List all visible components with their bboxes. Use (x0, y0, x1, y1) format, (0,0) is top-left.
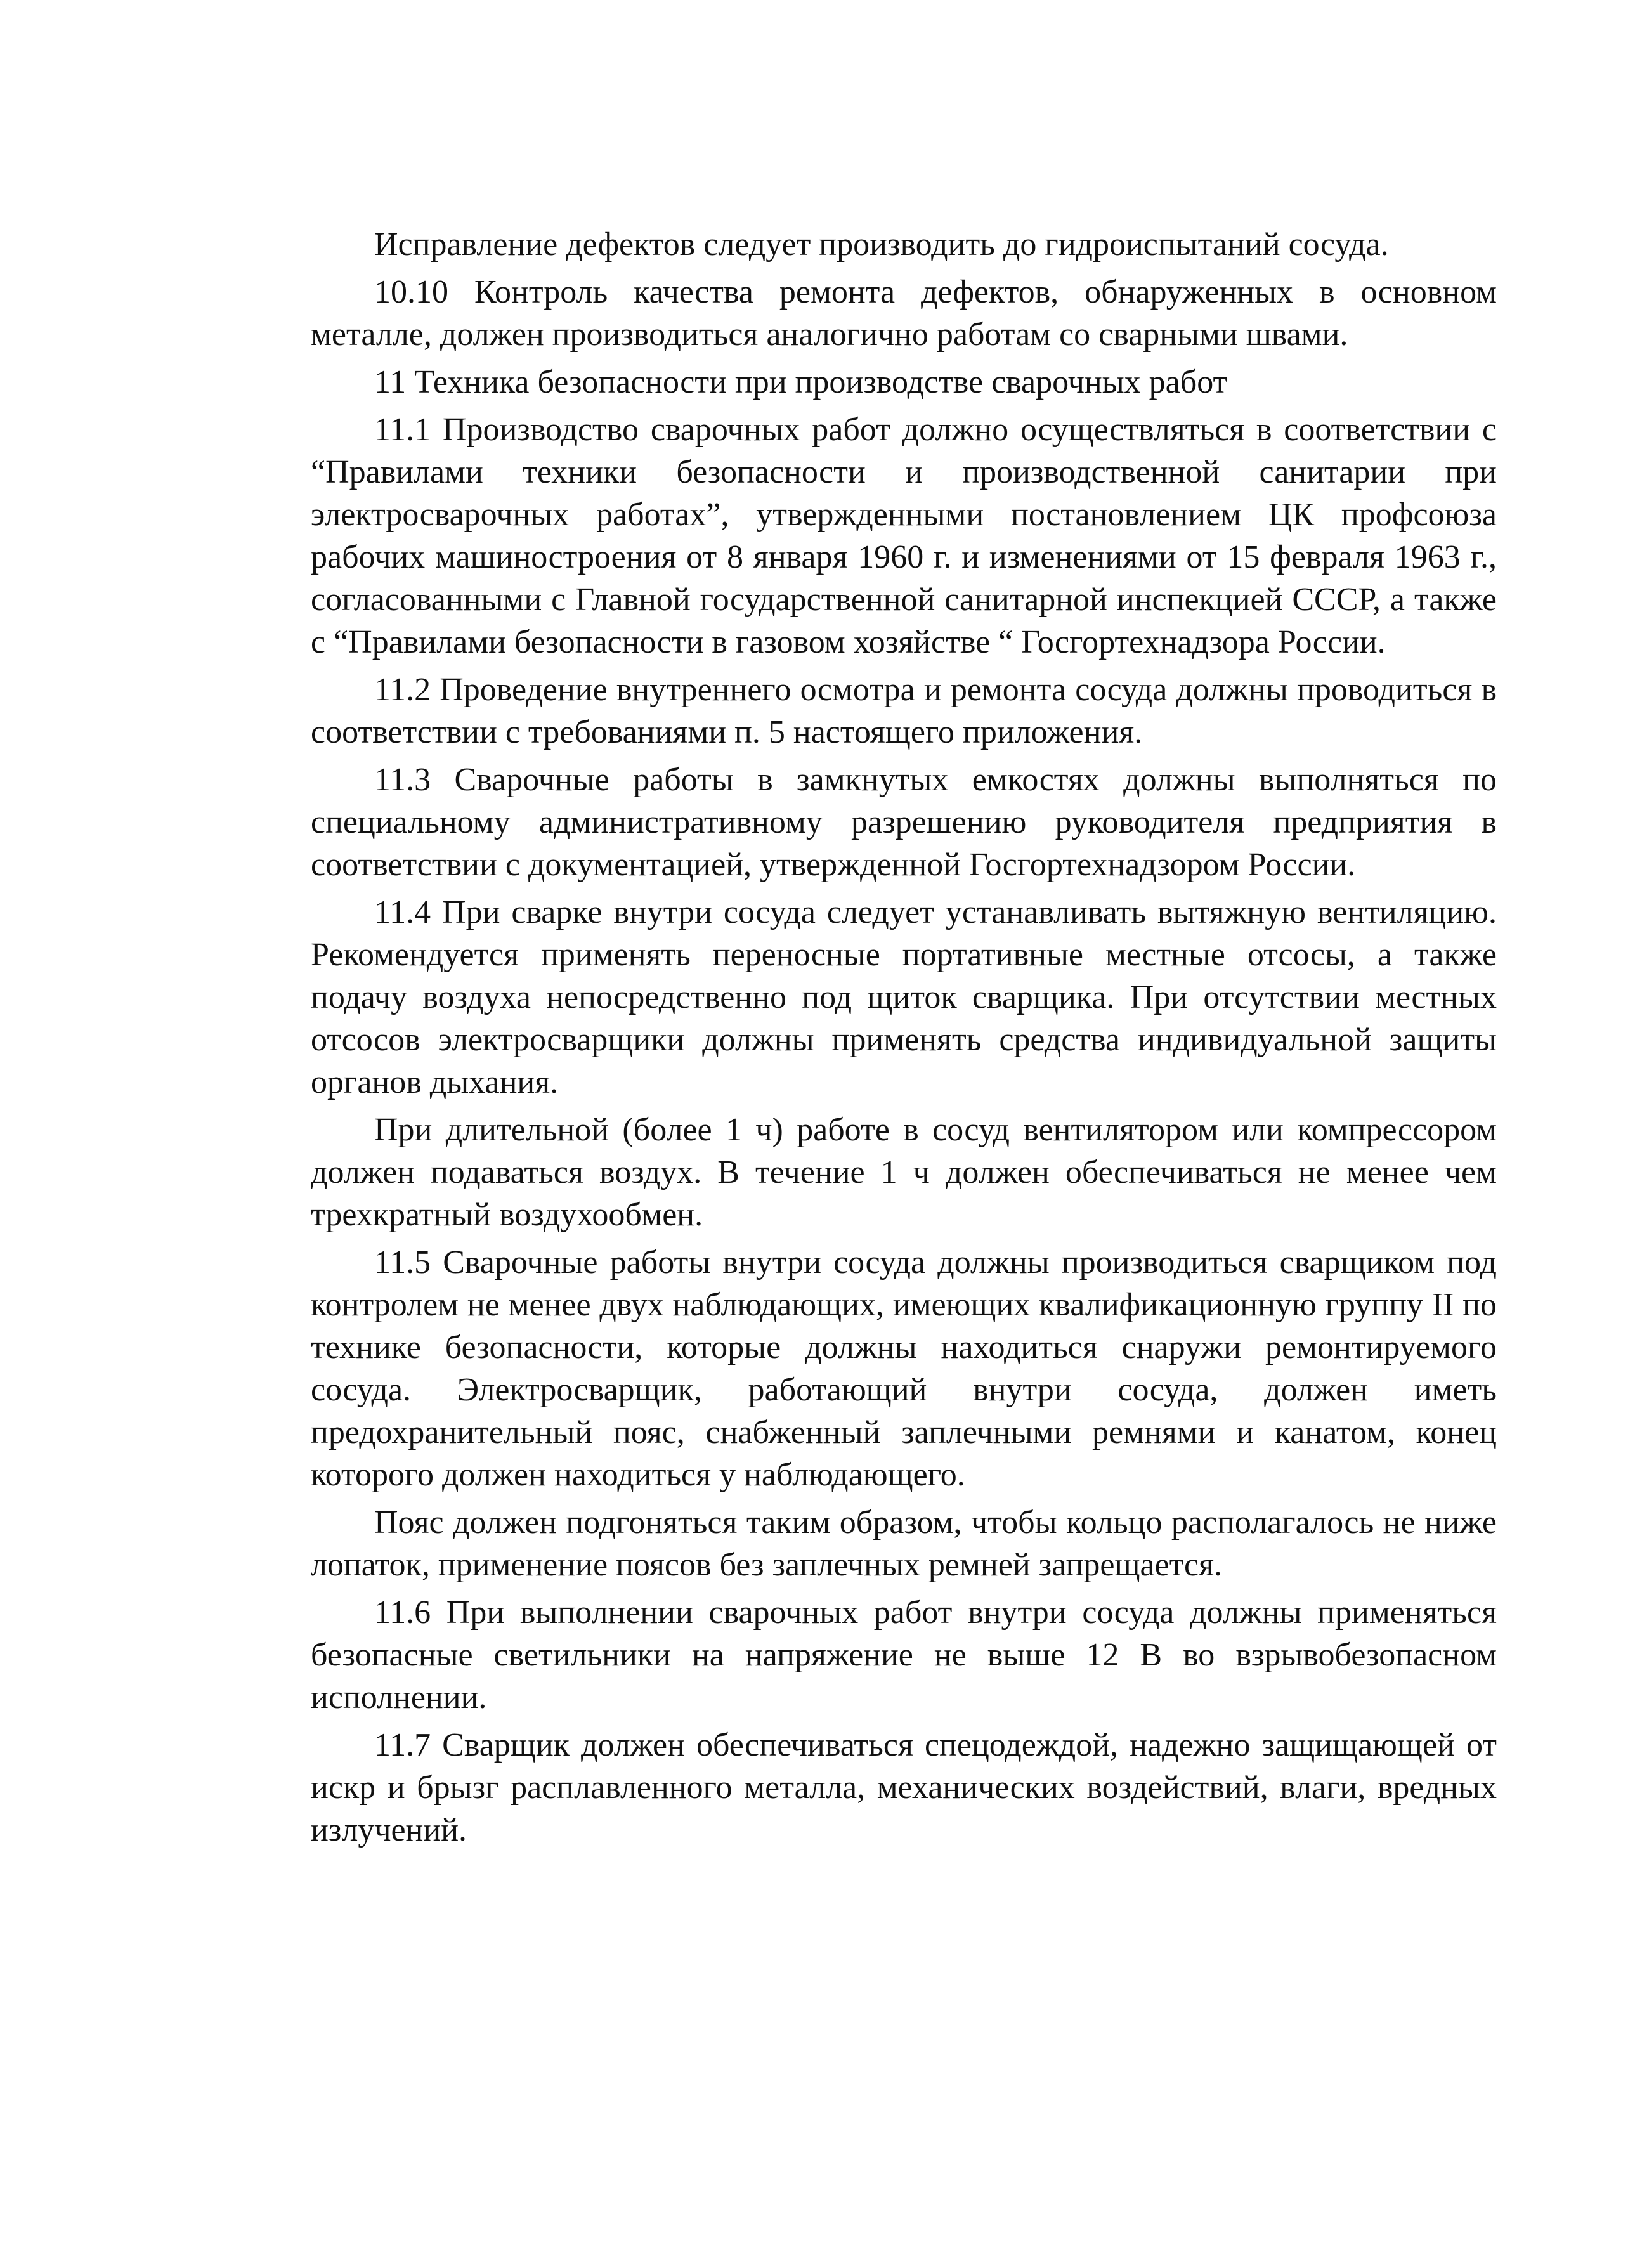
paragraph-11-5: 11.5 Сварочные работы внутри сосуда должны производиться сварщиком под контролем не менее двух наблюдающих, имеющих квалификационную группу II по технике безопасности, которые должны находиться снаружи ремонтируемого сосуда. Электросварщик, работающий внутри сосуда, должен иметь предохранительный пояс, снабженный заплечными ремнями и канатом, конец которого должен находиться у наблюдающего. (311, 1244, 1497, 1493)
paragraph-11-4: 11.4 При сварке внутри сосуда следует устанавливать вытяжную вентиляцию. Рекомендуется применять переносные портативные местные отсосы, а также подачу воздуха непосредственно под щиток сварщика. При отсутствии местных отсосов электросварщики должны применять средства индивидуальной защиты органов дыхания. (311, 894, 1497, 1100)
paragraph-belt: Пояс должен подгоняться таким образом, чтобы кольцо располагалось не ниже лопаток, применение поясов без заплечных ремней запрещается. (311, 1504, 1497, 1583)
paragraph-11-1: 11.1 Производство сварочных работ должно осуществляться в соответствии с “Правилами техники безопасности и производственной санитарии при электросварочных работах”, утвержденными постановлением ЦК профсоюза рабочих машиностроения от 8 января 1960 г. и изменениями от 15 февраля 1963 г., согласованными с Главной государственной санитарной инспекцией СССР, а также с “Правилами безопасности в газовом хозяйстве “ Госгортехнадзора России. (311, 412, 1497, 660)
paragraph-11-6: 11.6 При выполнении сварочных работ внутри сосуда должны применяться безопасные светильники на напряжение не выше 12 В во взрывобезопасном исполнении. (311, 1594, 1497, 1716)
paragraph-11-2: 11.2 Проведение внутреннего осмотра и ремонта сосуда должны проводиться в соответствии с требованиями п. 5 настоящего приложения. (311, 672, 1497, 750)
paragraph-11-3: 11.3 Сварочные работы в замкнутых емкостях должны выполняться по специальному административному разрешению руководителя предприятия в соответствии с документацией, утвержденной Госгортехнадзором России. (311, 762, 1497, 883)
paragraph-defect-repair: Исправление дефектов следует производить до гидроиспытаний сосуда. (374, 226, 1389, 263)
paragraph-10-10: 10.10 Контроль качества ремонта дефектов, обнаруженных в основном металле, должен производиться аналогично работам со сварными швами. (311, 274, 1497, 353)
section-heading-11: 11 Техника безопасности при производстве сварочных работ (374, 364, 1228, 400)
document-body (311, 223, 1497, 1856)
paragraph-11-7: 11.7 Сварщик должен обеспечиваться спецодеждой, надежно защищающей от искр и брызг расплавленного металла, механических воздействий, влаги, вредных излучений. (311, 1727, 1497, 1848)
paragraph-ventilation: При длительной (более 1 ч) работе в сосуд вентилятором или компрессором должен подаваться воздух. В течение 1 ч должен обеспечиваться не менее чем трехкратный воздухообмен. (311, 1112, 1497, 1233)
